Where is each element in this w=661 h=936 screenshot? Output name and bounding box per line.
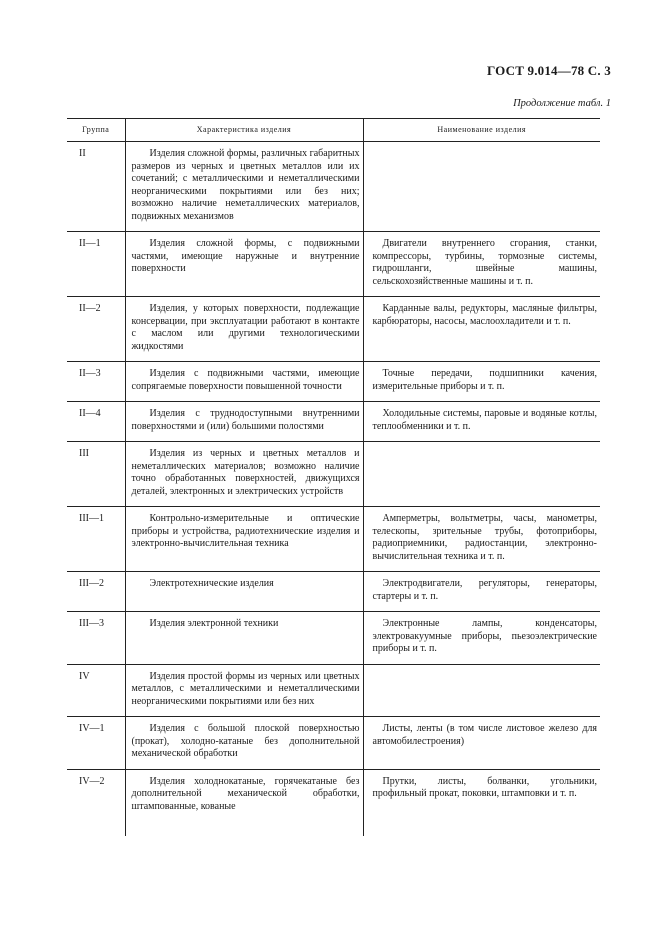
products-table — [67, 118, 600, 836]
description-cell: Изделия с подвижными частями, имеющие сопрягаемые поверхности повышенной точности — [125, 362, 363, 402]
items-cell — [363, 664, 600, 717]
description-cell: Изделия с большой плоской поверхностью (прокат), холодно-катаные без дополнительной механической обработки — [125, 717, 363, 770]
items-cell: Холодильные системы, паровые и водяные котлы, теплообменники и т. п. — [363, 402, 600, 442]
description-cell: Контрольно-измерительные и оптические приборы и устройства, радиотехнические изделия и электронно-вычислительная техника — [125, 507, 363, 572]
group-cell: III—3 — [67, 612, 125, 665]
table-header-row — [67, 119, 600, 142]
table-row — [67, 232, 600, 297]
items-cell: Листы, ленты (в том числе листовое железо для автомобилестроения) — [363, 717, 600, 770]
table-row — [67, 297, 600, 362]
group-cell: II—1 — [67, 232, 125, 297]
description-cell: Изделия простой формы из черных или цветных металлов, с металлическими и неметаллическими неорганическими покрытиями или без них — [125, 664, 363, 717]
group-cell: II—4 — [67, 402, 125, 442]
table-row — [67, 507, 600, 572]
description-cell: Изделия из черных и цветных металлов и неметаллических материалов; возможно наличие точно обработанных поверхностей, движущихся деталей, электронных и электрических устройств — [125, 442, 363, 507]
group-cell: III—1 — [67, 507, 125, 572]
group-cell: III—2 — [67, 572, 125, 612]
description-cell: Изделия сложной формы, с подвижными частями, имеющие наружные и внутренние поверхности — [125, 232, 363, 297]
description-cell: Изделия электронной техники — [125, 612, 363, 665]
table-continuation-note: Продолжение табл. 1 — [513, 98, 611, 109]
table-row — [67, 142, 600, 232]
group-cell: IV — [67, 664, 125, 717]
column-header-items: Наименование изделия — [363, 119, 600, 142]
table-row — [67, 612, 600, 665]
group-cell: III — [67, 442, 125, 507]
description-cell: Изделия сложной формы, различных габаритных размеров из черных и цветных металлов или их сочетаний; с металлическими и неметаллическими неорганическими покрытиями или без них; возможно наличие неметаллических материалов, подвижных механизмов — [125, 142, 363, 232]
description-cell: Изделия, у которых поверхности, подлежащие консервации, при эксплуатации работают в контакте с маслом или другими технологическими жидкостями — [125, 297, 363, 362]
group-cell: II — [67, 142, 125, 232]
items-cell: Точные передачи, подшипники качения, измерительные приборы и т. п. — [363, 362, 600, 402]
items-cell — [363, 442, 600, 507]
table-row — [67, 769, 600, 836]
table-row — [67, 717, 600, 770]
group-cell: II—2 — [67, 297, 125, 362]
group-cell: IV—1 — [67, 717, 125, 770]
items-cell: Прутки, листы, болванки, угольники, профильный прокат, поковки, штамповки и т. п. — [363, 769, 600, 836]
description-cell: Электротехнические изделия — [125, 572, 363, 612]
group-cell: IV—2 — [79, 775, 105, 787]
table-row — [67, 362, 600, 402]
group-cell: II—3 — [67, 362, 125, 402]
page-header: ГОСТ 9.014—78 С. 3 — [486, 63, 611, 78]
column-header-group: Группа — [67, 119, 125, 142]
items-cell: Амперметры, вольтметры, часы, манометры, телескопы, зрительные трубы, фотоприборы, радиоприемники, радиостанции, электронно-вычислительная техника и т. п. — [363, 507, 600, 572]
items-cell: Двигатели внутреннего сгорания, станки, компрессоры, турбины, тормозные системы, гидрошланги, швейные машины, сельскохозяйственные машины и т. п. — [363, 232, 600, 297]
description-cell: Изделия холоднокатаные, горячекатаные без дополнительной механической обработки, штампованные, кованые — [125, 769, 363, 836]
items-cell: Электродвигатели, регуляторы, генераторы, стартеры и т. п. — [363, 572, 600, 612]
table-row — [67, 572, 600, 612]
table-row — [67, 664, 600, 717]
table-row — [67, 402, 600, 442]
table-row — [67, 442, 600, 507]
items-cell — [363, 142, 600, 232]
items-cell: Карданные валы, редукторы, масляные фильтры, карбюраторы, насосы, маслоохладители и т. п. — [363, 297, 600, 362]
description-cell: Изделия с труднодоступными внутренними поверхностями и (или) большими полостями — [125, 402, 363, 442]
items-cell: Электронные лампы, конденсаторы, электровакуумные приборы, пьезоэлектрические приборы и т. п. — [363, 612, 600, 665]
column-header-description: Характеристика изделия — [125, 119, 363, 142]
